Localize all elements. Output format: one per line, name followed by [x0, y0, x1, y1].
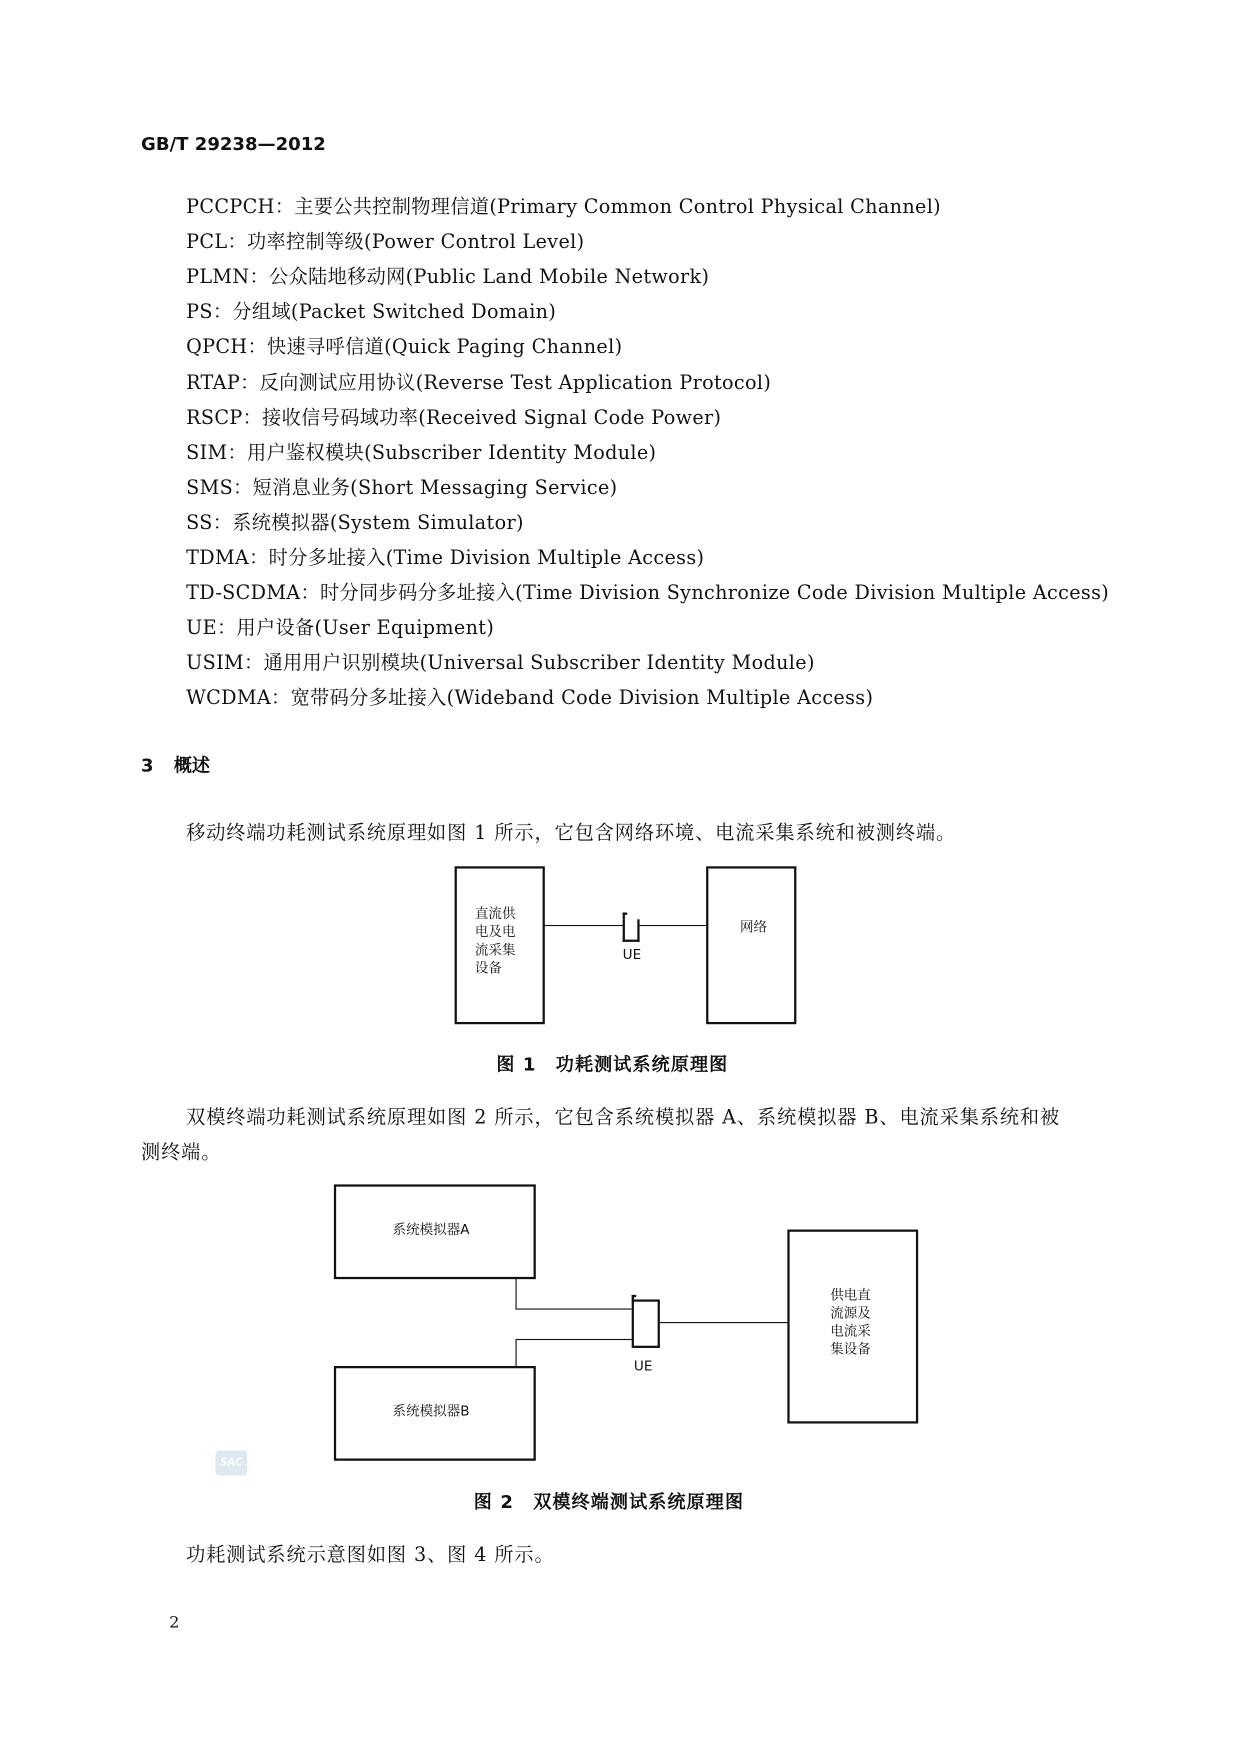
abbreviation-item: WCDMA：宽带码分多址接入(Wideband Code Division Multiple Access) — [186, 687, 874, 710]
abbreviation-item: QPCH：快速寻呼信道(Quick Paging Channel) — [186, 336, 623, 360]
box-label: 系统模拟器B — [392, 1403, 470, 1420]
connector-line — [640, 925, 708, 926]
figure-1-caption: 图 1 功耗测试系统原理图 — [496, 1053, 729, 1075]
connector-line — [515, 1278, 516, 1310]
connector-line — [515, 1339, 631, 1340]
abbreviation-item: TDMA：时分多址接入(Time Division Multiple Access) — [186, 547, 705, 570]
abbreviation-item: SMS：短消息业务(Short Messaging Service) — [186, 476, 618, 500]
network-box — [706, 866, 796, 1024]
box-label-line: 直流供 — [474, 905, 516, 922]
box-label-line: 设备 — [474, 959, 502, 976]
ue-phone-icon — [623, 919, 640, 942]
paragraph-2: 双模终端功耗测试系统原理如图 2 所示，它包含系统模拟器 A、系统模拟器 B、电流采集系统和被 — [186, 1106, 1061, 1130]
connector-line — [544, 925, 623, 926]
box-label: 系统模拟器A — [392, 1221, 470, 1238]
power-supply-box — [787, 1230, 918, 1424]
section-heading — [141, 751, 230, 777]
simulator-b-box — [334, 1366, 536, 1461]
abbreviation-item: PLMN：公众陆地移动网(Public Land Mobile Network) — [186, 266, 710, 289]
section-number: 3 — [141, 754, 154, 777]
abbreviation-item: PCL：功率控制等级(Power Control Level) — [186, 231, 585, 254]
ue-phone-icon — [632, 1299, 660, 1348]
connector-line — [660, 1322, 789, 1323]
paragraph-2-cont: 测终端。 — [141, 1141, 222, 1165]
abbreviation-item: SS：系统模拟器(System Simulator) — [186, 511, 524, 535]
abbreviation-item: SIM：用户鉴权模块(Subscriber Identity Module) — [186, 441, 657, 465]
box-label-line: 供电直 — [830, 1287, 871, 1303]
box-label-line: 流采集 — [474, 941, 516, 958]
standard-number: GB/T 29238—2012 — [141, 133, 326, 155]
box-label-line: 电流采 — [830, 1323, 871, 1339]
abbreviation-item: TD-SCDMA：时分同步码分多址接入(Time Division Synchronize Code Division Multiple Access) — [186, 582, 1110, 605]
connector-line — [515, 1308, 631, 1309]
paragraph-3: 功耗测试系统示意图如图 3、图 4 所示。 — [186, 1544, 555, 1567]
section-title: 概述 — [173, 754, 210, 777]
ue-label: UE — [633, 1358, 653, 1374]
abbreviation-item: RSCP：接收信号码域功率(Received Signal Code Power) — [186, 406, 722, 430]
sac-watermark: SAC — [215, 1451, 247, 1476]
abbreviation-item: USIM：通用用户识别模块(Universal Subscriber Identity Module) — [186, 652, 815, 675]
simulator-a-box — [334, 1184, 536, 1279]
figure-2-caption: 图 2 双模终端测试系统原理图 — [473, 1491, 745, 1513]
connector-line — [515, 1339, 516, 1367]
abbreviation-item: PS：分组域(Packet Switched Domain) — [186, 301, 557, 325]
box-label-line: 流源及 — [830, 1305, 871, 1321]
page-number: 2 — [169, 1614, 180, 1633]
box-label-line: 电及电 — [474, 923, 516, 940]
power-supply-box — [455, 866, 545, 1024]
box-label-line: 集设备 — [830, 1341, 871, 1357]
ue-label: UE — [622, 946, 642, 963]
box-label: 网络 — [739, 919, 768, 936]
paragraph-1: 移动终端功耗测试系统原理如图 1 所示，它包含网络环境、电流采集系统和被测终端。 — [186, 822, 957, 845]
abbreviation-item: UE：用户设备(User Equipment) — [186, 617, 495, 640]
abbreviation-item: RTAP：反向测试应用协议(Reverse Test Application Protocol) — [186, 371, 772, 395]
abbreviation-item: PCCPCH：主要公共控制物理信道(Primary Common Control Physical Channel) — [186, 196, 941, 219]
